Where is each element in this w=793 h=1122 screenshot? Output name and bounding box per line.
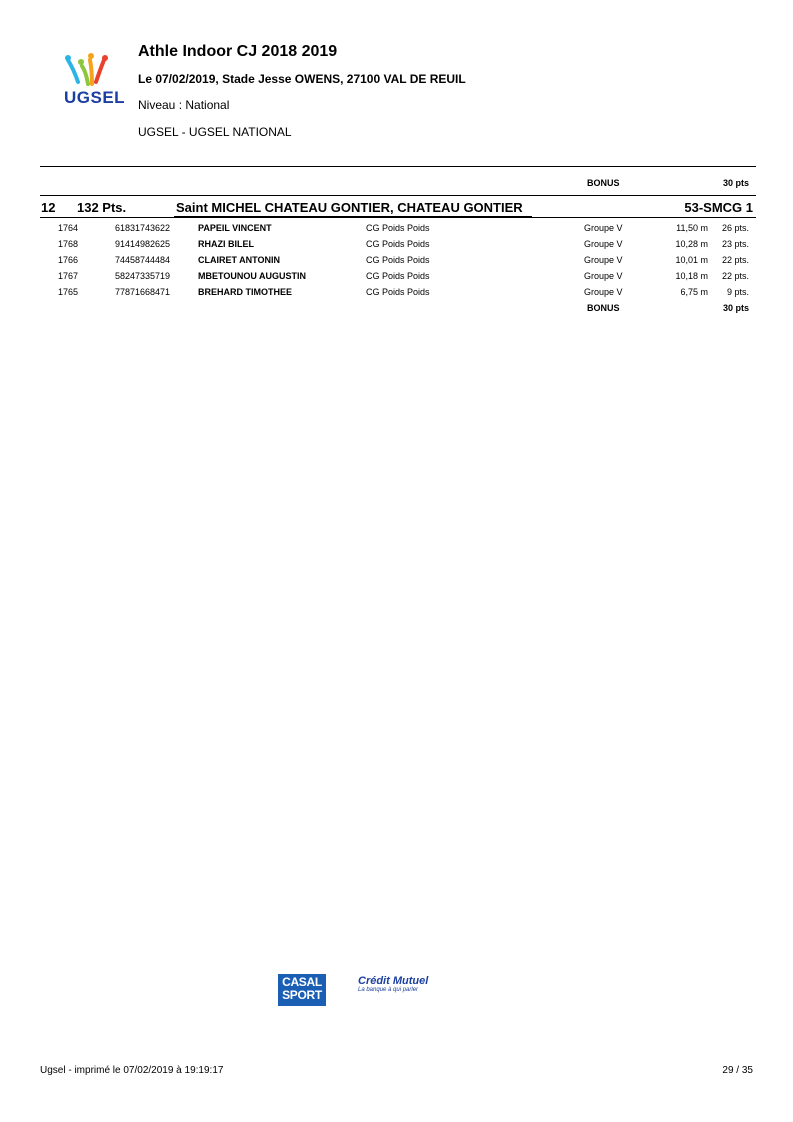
event: CG Poids Poids [366, 271, 430, 281]
ugsel-logo [60, 52, 130, 108]
athlete-name: PAPEIL VINCENT [198, 223, 272, 233]
event: CG Poids Poids [366, 287, 430, 297]
table-row [0, 255, 793, 271]
event-subtitle: Le 07/02/2019, Stade Jesse OWENS, 27100 VAL DE REUIL [138, 72, 466, 86]
event: CG Poids Poids [366, 255, 430, 265]
team-bottom-divider [40, 217, 756, 218]
dossard: 1766 [58, 255, 79, 265]
table-row [0, 287, 793, 303]
table-row [0, 271, 793, 287]
dossard: 1765 [58, 287, 79, 297]
casal-sport-logo [278, 974, 326, 1006]
category: Groupe V [584, 239, 623, 249]
performance: 10,28 m [675, 239, 708, 249]
page-number: 29 / 35 [722, 1065, 753, 1076]
performance: 6,75 m [680, 287, 708, 297]
points: 9 pts. [726, 287, 749, 297]
event: CG Poids Poids [366, 223, 430, 233]
athlete-name: RHAZI BILEL [198, 239, 254, 249]
dossard: 1767 [58, 271, 79, 281]
level-label: Niveau : National [138, 98, 230, 112]
event: CG Poids Poids [366, 239, 430, 249]
points: 23 pts. [721, 239, 749, 249]
category: Groupe V [584, 271, 623, 281]
team-top-divider [40, 195, 756, 196]
table-row [0, 223, 793, 239]
team-bonus-label: BONUS [587, 303, 620, 313]
team-points: 132 Pts. [77, 200, 127, 215]
organization-label: UGSEL - UGSEL NATIONAL [138, 125, 292, 139]
table-row [0, 239, 793, 255]
category: Groupe V [584, 255, 623, 265]
credit-mutuel-tagline: La banque à qui parler [358, 987, 419, 993]
points: 26 pts. [721, 223, 749, 233]
casal-logo-line1: CASAL [282, 975, 322, 989]
ugsel-figures-icon [60, 52, 130, 92]
team-rank: 12 [41, 200, 56, 215]
dossard: 1764 [58, 223, 79, 233]
credit-mutuel-name: Crédit Mutuel [358, 975, 429, 987]
team-name: Saint MICHEL CHATEAU GONTIER, CHATEAU GONTIER [176, 200, 523, 215]
points: 22 pts. [721, 271, 749, 281]
licence: 58247335719 [115, 271, 171, 281]
credit-mutuel-logo [358, 975, 438, 999]
athlete-name: BREHARD TIMOTHEE [198, 287, 292, 297]
athlete-name: MBETOUNOU AUGUSTIN [198, 271, 306, 281]
points: 22 pts. [721, 255, 749, 265]
team-code: 53-SMCG 1 [684, 200, 753, 215]
performance: 10,01 m [675, 255, 708, 265]
category: Groupe V [584, 287, 623, 297]
dossard: 1768 [58, 239, 79, 249]
licence: 77871668471 [115, 287, 171, 297]
print-info: Ugsel - imprimé le 07/02/2019 à 19:19:17 [40, 1065, 224, 1076]
licence: 91414982625 [115, 239, 171, 249]
page-title: Athle Indoor CJ 2018 2019 [138, 43, 338, 60]
performance: 10,18 m [675, 271, 708, 281]
licence: 61831743622 [115, 223, 171, 233]
athlete-name: CLAIRET ANTONIN [198, 255, 280, 265]
licence: 74458744484 [115, 255, 171, 265]
performance: 11,50 m [676, 223, 708, 233]
top-bonus-label: BONUS [587, 178, 620, 188]
top-divider [40, 166, 756, 167]
casal-logo-line2: SPORT [282, 988, 322, 1002]
top-bonus-value: 30 pts [722, 178, 749, 188]
team-bonus-value: 30 pts [722, 303, 749, 313]
ugsel-logo-text: UGSEL [64, 88, 126, 107]
category: Groupe V [584, 223, 623, 233]
